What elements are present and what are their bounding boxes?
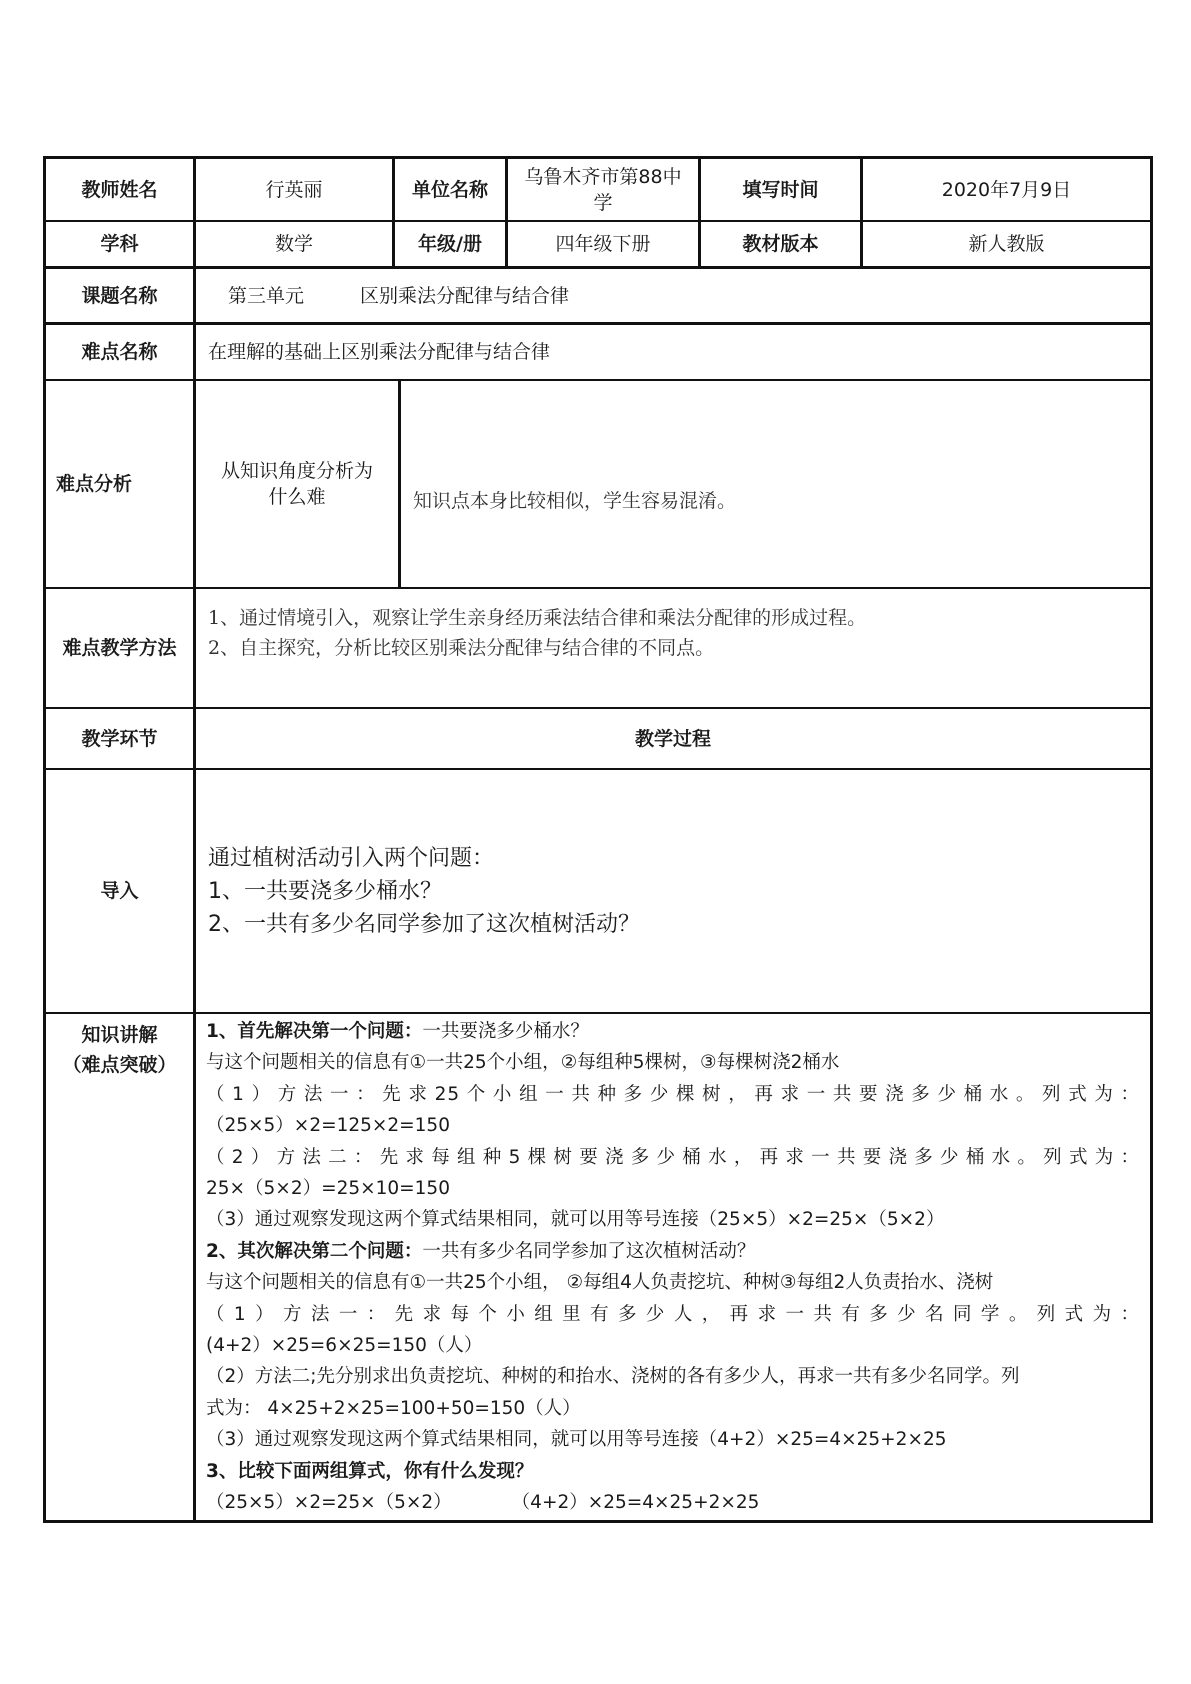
- subject-value: 数学: [193, 220, 392, 266]
- analysis-value: 知识点本身比较相似，学生容易混淆。: [398, 379, 1153, 587]
- process-label: 教学过程: [193, 707, 1153, 768]
- analysis-row: [43, 379, 1153, 587]
- q2-method-1-formula: (4+2）×25=6×25=150（人）: [206, 1335, 483, 1357]
- grade-label: 年级/册: [392, 220, 505, 266]
- q2-observation: （3）通过观察发现这两个算式结果相同，就可以用等号连接（4+2）×25=4×25+2×25: [206, 1429, 947, 1451]
- q3-formulas: [206, 1487, 1140, 1518]
- knowledge-label: [43, 1012, 193, 1523]
- method-row: [43, 587, 1153, 707]
- knowledge-label-line2: （难点突破）: [62, 1054, 177, 1076]
- subject-label: 学科: [43, 220, 193, 266]
- analysis-sub-label: [193, 379, 398, 587]
- knowledge-content: [193, 1012, 1153, 1523]
- knowledge-row: [43, 1012, 1153, 1523]
- analysis-sub-label-line1: 从知识角度分析为: [220, 460, 373, 482]
- process-header-row: [43, 707, 1153, 768]
- q2-method-2-formula: 式为： 4×25+2×25=100+50=150（人）: [206, 1397, 581, 1419]
- stage-label: 教学环节: [43, 707, 193, 768]
- q3-heading: 3、比较下面两组算式，你有什么发现？: [206, 1460, 534, 1482]
- topic-unit: 第三单元: [228, 284, 305, 307]
- edition-label: 教材版本: [698, 220, 860, 266]
- analysis-sub-label-line2: 什么难: [268, 486, 326, 508]
- unit-label: 单位名称: [392, 156, 505, 220]
- method-line-1: 1、通过情境引入，观察让学生亲身经历乘法结合律和乘法分配律的形成过程。: [208, 607, 867, 629]
- q1-heading-line: [206, 1016, 1140, 1047]
- unit-value: 乌鲁木齐市第88中学: [505, 156, 698, 220]
- intro-line-1: 通过植树活动引入两个问题：: [208, 845, 495, 871]
- header-row-2: [43, 220, 1153, 266]
- q2-heading: 2、其次解决第二个问题：: [206, 1240, 423, 1262]
- q2-info: 与这个问题相关的信息有①一共25个小组， ②每组4人负责挖坑、种树③每组2人负责抬水、浇树: [206, 1272, 994, 1294]
- lesson-plan-table: [43, 156, 1153, 1523]
- intro-label: 导入: [43, 768, 193, 1012]
- topic-title: 区别乘法分配律与结合律: [360, 284, 570, 307]
- grade-value: 四年级下册: [505, 220, 698, 266]
- method-line-2: 2、自主探究，分析比较区别乘法分配律与结合律的不同点。: [208, 637, 715, 659]
- analysis-label: 难点分析: [43, 379, 193, 587]
- method-label: 难点教学方法: [43, 587, 193, 707]
- q1-method-1-formula: （25×5）×2=125×2=150: [206, 1115, 450, 1137]
- difficulty-row: [43, 322, 1153, 379]
- q1-info: 与这个问题相关的信息有①一共25个小组，②每组种5棵树，③每棵树浇2桶水: [206, 1052, 840, 1074]
- q3-formula-2: （4+2）×25=4×25+2×25: [511, 1492, 760, 1514]
- date-value: 2020年7月9日: [860, 156, 1153, 220]
- teacher-label: 教师姓名: [43, 156, 193, 220]
- intro-row: [43, 768, 1153, 1012]
- intro-content: [193, 768, 1153, 1012]
- q2-heading-line: [206, 1236, 1140, 1267]
- q1-question: 一共要浇多少桶水？: [422, 1021, 589, 1042]
- difficulty-label: 难点名称: [43, 322, 193, 379]
- header-row-1: [43, 156, 1153, 220]
- q1-method-2-formula: 25×（5×2）=25×10=150: [206, 1178, 450, 1200]
- edition-value: 新人教版: [860, 220, 1153, 266]
- q2-question: 一共有多少名同学参加了这次植树活动？: [422, 1240, 756, 1262]
- q3-formula-1: （25×5）×2=25×（5×2）: [206, 1492, 452, 1514]
- q1-method-1: （1）方法一：先求25个小组一共种多少棵树，再求一共要浇多少桶水。列式为：: [206, 1083, 1140, 1105]
- teacher-value: 行英丽: [193, 156, 392, 220]
- q1-method-2: （2）方法二：先求每组种5棵树要浇多少桶水，再求一共要浇多少桶水。列式为：: [206, 1146, 1140, 1168]
- topic-value: [193, 266, 1153, 322]
- topic-label: 课题名称: [43, 266, 193, 322]
- method-value: [193, 587, 1153, 707]
- topic-row: [43, 266, 1153, 322]
- knowledge-label-line1: 知识讲解: [81, 1024, 158, 1046]
- intro-line-2: 1、一共要浇多少桶水？: [208, 878, 442, 904]
- intro-line-3: 2、一共有多少名同学参加了这次植树活动？: [208, 911, 640, 937]
- q1-observation: （3）通过观察发现这两个算式结果相同，就可以用等号连接（25×5）×2=25×（5×2）: [206, 1209, 945, 1231]
- date-label: 填写时间: [698, 156, 860, 220]
- difficulty-value: 在理解的基础上区别乘法分配律与结合律: [193, 322, 1153, 379]
- q2-method-2: （2）方法二;先分别求出负责挖坑、种树的和抬水、浇树的各有多少人，再求一共有多少名同学。列: [206, 1366, 1020, 1388]
- q1-heading: 1、首先解决第一个问题：: [206, 1021, 423, 1042]
- q2-method-1: （1）方法一：先求每个小组里有多少人，再求一共有多少名同学。列式为：: [206, 1303, 1140, 1325]
